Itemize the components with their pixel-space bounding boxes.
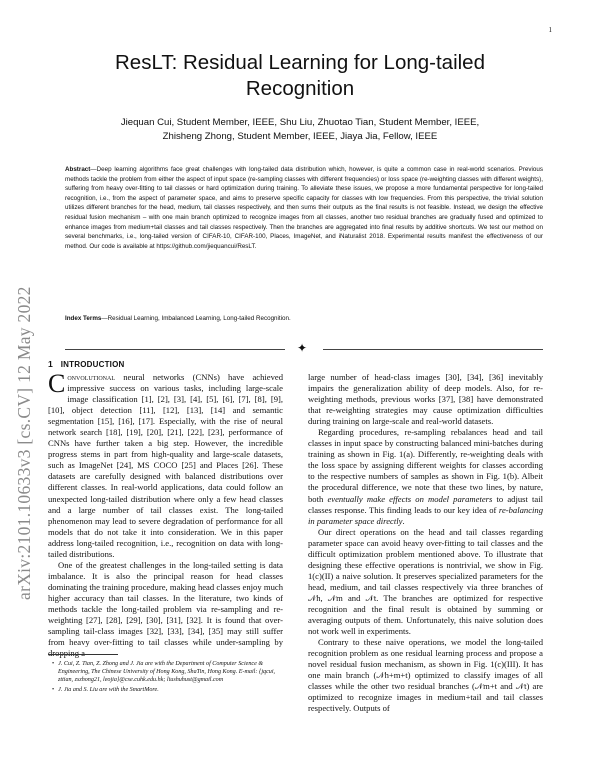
- footnotes: [48, 660, 283, 695]
- right-paragraph-2: [308, 427, 543, 526]
- section-number: 1: [48, 359, 53, 369]
- footnote-2: [48, 686, 283, 694]
- title-line-2: Recognition: [245, 77, 355, 100]
- section-heading: [48, 359, 124, 369]
- footnote-1: [48, 660, 283, 685]
- right-paragraph-1: large number of head-class images [30], [34], [36] inevitably impairs the generalization ability of deep models. Also, for re-weighting methods, previous works [37], [38] have demonstrated that re-weighting strategies may cause optimization difficulties during training on large-scale and real-world datasets.: [308, 372, 543, 427]
- paper-title: [60, 50, 540, 102]
- index-terms-label: Index Terms: [65, 315, 102, 322]
- footnote-2-text: J. Jia and S. Liu are with the SmartMore.: [58, 686, 159, 693]
- right-paragraph-2-italic-b: re-balancing in parameter space directly: [308, 504, 543, 526]
- right-paragraph-2-text-b: to adjust tail classes response. This finding leads to our key idea of: [308, 493, 543, 515]
- right-paragraph-2-italic-a: eventually make effects on model parameters: [327, 493, 493, 504]
- author-list: [60, 116, 540, 143]
- authors-line-1: Jiequan Cui, Student Member, IEEE, Shu Liu, Zhuotao Tian, Student Member, IEEE,: [120, 117, 480, 128]
- drop-cap: C: [48, 369, 66, 398]
- footnote-rule: [48, 654, 118, 655]
- right-paragraph-4: Contrary to these naive operations, we model the long-tailed recognition problem as one residual learning process and propose a novel residual fusion mechanism, as shown in Fig. 1(c)(III). It has one main branch (𝒩h+m+t) optimized to classify images of all classes while the other two residual branches (𝒩m+t and 𝒩t) are optimized to recognize images in medium+tail and tail classes respectively. Outputs of: [308, 637, 543, 714]
- right-paragraph-2-text-c: .: [402, 515, 405, 526]
- left-column: [48, 369, 283, 659]
- intro-paragraph-1: [48, 369, 283, 560]
- section-title: INTRODUCTION: [60, 360, 125, 369]
- right-column: [308, 372, 543, 714]
- abstract: [65, 165, 543, 251]
- divider-line-right: [323, 349, 543, 350]
- right-paragraph-3: Our direct operations on the head and tail classes regarding parameter space can avoid heavy over-fitting to tail classes and the difficult optimization problem mentioned above. To illustrate that designing these effective operations is nontrivial, we show in Fig. 1(c)(II) a naive solution. It preserves specialized parameters for the head, medium, and tail classes respectively via three branches of 𝒩h, 𝒩m and 𝒩t. The branches are optimized for respective recognition and the final result is obtained by summing or averaging outputs of them. Unfortunately, this naive solution does not work well in experiments.: [308, 526, 543, 637]
- title-line-1: ResLT: Residual Learning for Long-tailed: [115, 51, 485, 74]
- section-divider: [65, 341, 543, 355]
- footnote-1-text: J. Cui, Z. Tian, Z. Zhong and J. Jia are with the Department of Computer Science & Engineering, The Chinese University of Hong Kong, ShaTin, Hong Kong. E-mail: {jqcui, zttian, zszhong21, leojia}@cse.cuhk.edu.hk; liushuhust@gmail.com: [58, 661, 276, 684]
- abstract-label: Abstract: [65, 166, 91, 173]
- authors-line-2: Zhisheng Zhong, Student Member, IEEE, Jiaya Jia, Fellow, IEEE: [162, 130, 438, 142]
- intro-first-word: onvolutional: [67, 372, 116, 382]
- divider-star-icon: ✦: [297, 341, 308, 355]
- footnote-bullet-icon: •: [52, 686, 55, 693]
- arxiv-stamp[interactable]: arXiv:2101.10633v3 [cs.CV] 12 May 2022: [14, 286, 34, 600]
- right-paragraph-2-text-a: Regarding procedures, re-sampling rebalances head and tail classes in input space by constructing balanced mini-batches during training as shown in Fig. 1(a). Differently, re-weighting deals with the loss space by assigning different weights for classes according to the respective numbers of samples as shown in Fig. 1(b). Albeit the procedural difference, we note that these two lines, by nature, both: [308, 427, 543, 504]
- abstract-text: —Deep learning algorithms face great challenges with long-tailed data distribution which, however, is quite a common case in real-world scenarios. Previous methods tackle the problem from either the aspect of input space (re-sampling classes with different frequencies) or loss space (re-weighting classes with different weights), suffering from heavy over-fitting to tail classes or hard optimization during training. To alleviate these issues, we propose a more fundamental perspective for long-tailed recognition, i.e., from the aspect of parameter space, and aims to preserve specific capacity for classes with low frequencies. From this perspective, the trivial solution utilizes different branches for the head, medium, tail classes respectively, and then sums their outputs as the final results is not feasible. Instead, we design the effective residual fusion mechanism – with one main branch optimized to recognize images from all classes, another two residual branches are gradually fused and optimized to enhance images from medium+tail classes and tail classes respectively. Then the branches are aggregated into final results by additive shortcuts. We test our method on several benchmarks, i.e., long-tailed version of CIFAR-10, CIFAR-100, Places, ImageNet, and iNaturalist 2018. Experimental results manifest the effectiveness of our method. Our code is available at https://github.com/jiequancui/ResLT.: [65, 166, 543, 250]
- footnote-bullet-icon: •: [52, 661, 55, 667]
- intro-paragraph-2: One of the greatest challenges in the long-tailed setting is data imbalance. It is also the principal reason for head classes dominating the training procedure, making head classes enjoy much higher accuracy than tail classes. In the literature, two kinds of methods tackle the long-tailed problem via re-sampling and re-weighting [27], [28], [29], [30], [31], [32]. It is found that over-sampling tail-class images [32], [33], [34], [35] may still suffer from heavy over-fitting to tail classes while under-sampling by: [48, 559, 283, 648]
- divider-line-left: [65, 349, 285, 350]
- intro-paragraph-1-text: neural networks (CNNs) have achieved impressive success on various tasks, including large-scale image classification [1], [2], [3], [4], [5], [6], [7], [8], [9], [10], object detection [11], [12], [13], [14] and semantic segmentation [15], [16], [17]. Especially, with the rise of neural network search [18], [19], [20], [21], [22], [23], performance of CNNs have further taken a big step. However, the incredible progress stems in part from high-quality and large-scale datasets, such as ImageNet [24], MS COCO [25] and Places [26]. These datasets are carefully designed with balanced distributions over different classes. In real-world applications, data could follow an unexpected long-tailed distribution where only a few head classes and a large number of tail classes exist. The long-tailed phenomenon may lead to severe degradation of performance for all models that do not take it into consideration. We in this paper address long-tailed recognition, i.e., recognition on data with long-tailed distributions.: [48, 372, 283, 559]
- index-terms-text: —Residual Learning, Imbalanced Learning, Long-tailed Recognition.: [101, 315, 291, 322]
- page-number: 1: [548, 26, 552, 34]
- index-terms: [65, 314, 543, 324]
